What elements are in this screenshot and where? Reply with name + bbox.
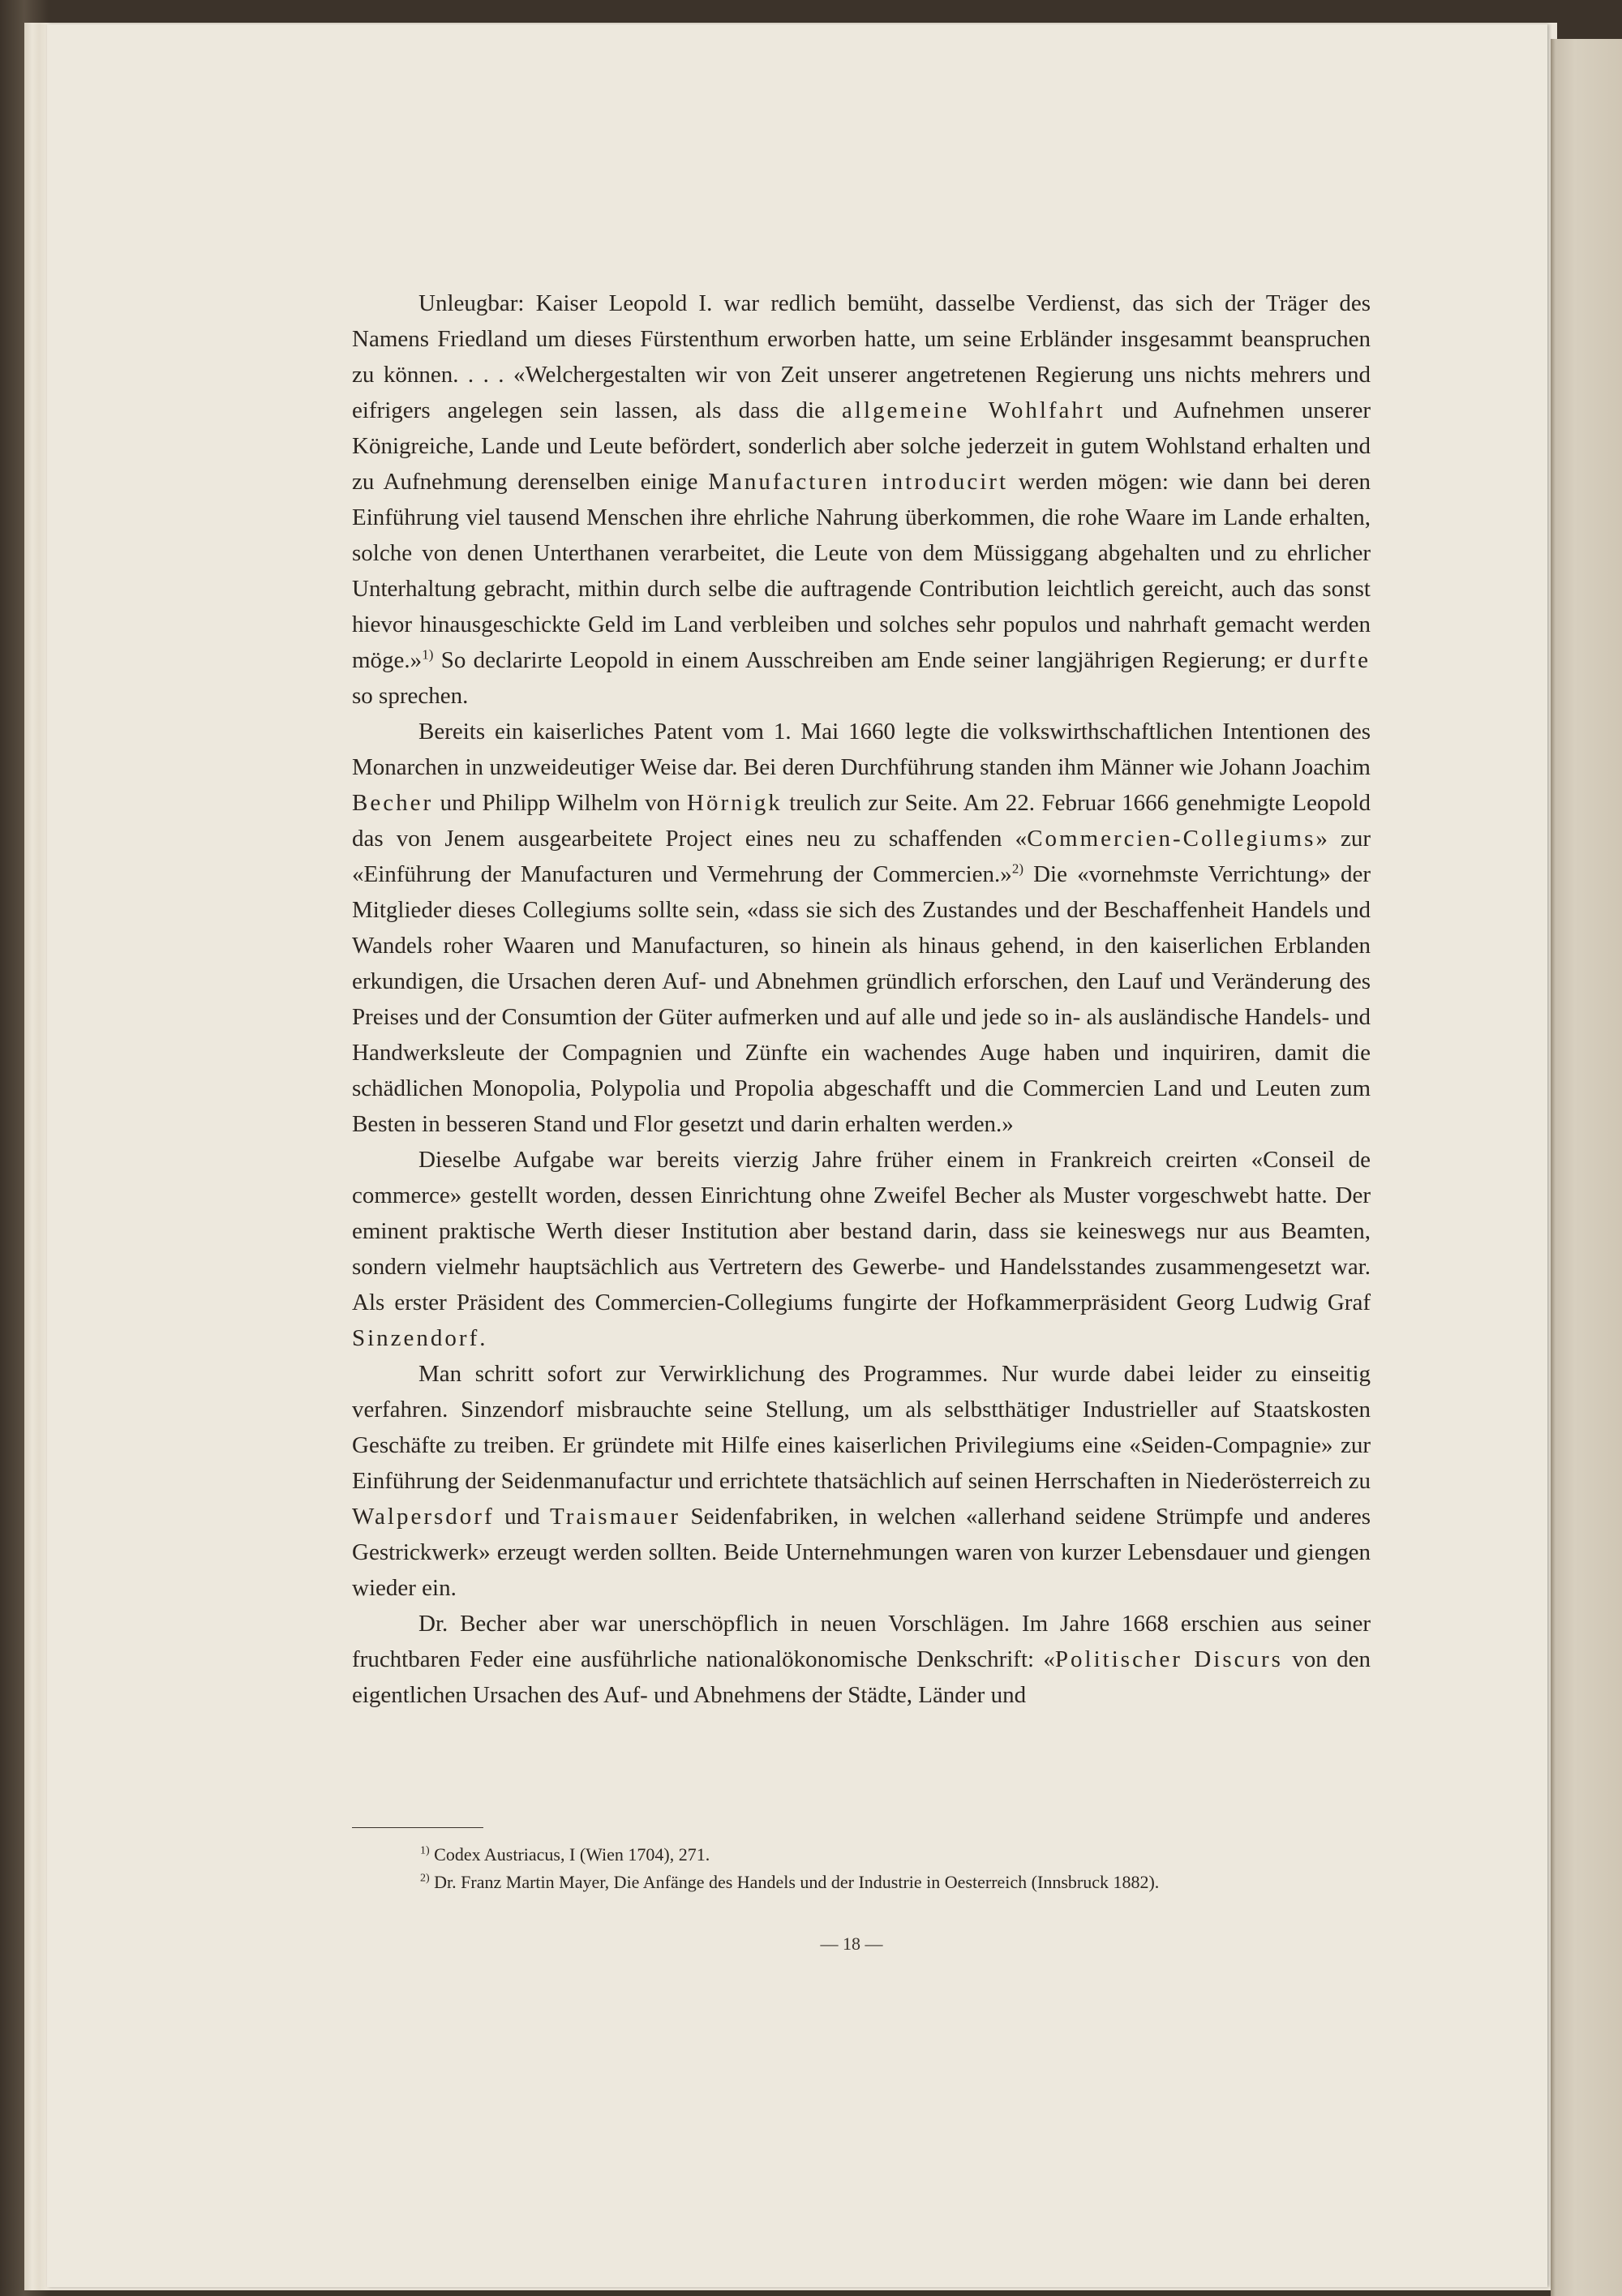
text-run: .	[479, 1325, 486, 1351]
text-run: werden mögen: wie dann bei deren Einführung viel tausend Menschen ihre ehrliche Nahrung überkommen, die rohe Waare im Lande erhalten, solche von denen Unterthanen verarbeitet, die Leute von dem Müssiggang abgehalten und zu ehrlicher Unterhaltung gebracht, mithin durch selbe die auftragende Contribution leichtlich gereicht, auch das sonst hievor hinausgeschickte Geld im Land verbleiben und solches sehr populos und nahrhaft gemacht werden möge.»	[352, 469, 1371, 673]
footnote-reference: 1)	[422, 646, 434, 663]
paragraph	[352, 714, 1371, 1142]
spaced-emphasis: allgemeine Wohlfahrt	[842, 397, 1105, 423]
next-page-edge	[1551, 39, 1622, 2296]
text-run: » zur «Einführung der Manufacturen und Vermehrung der Commercien.»	[352, 826, 1371, 887]
footnote-reference: 2)	[1011, 860, 1023, 877]
spaced-emphasis: durfte	[1299, 647, 1371, 673]
text-run: und Aufnehmen unserer Königreiche, Lande und Leute befördert, sonderlich aber solche jederzeit in gutem Wohlstand erhalten und zu Aufnehmung derenselben einige	[352, 397, 1371, 495]
spaced-emphasis: Hörnigk	[687, 790, 783, 816]
text-run: Dr. Becher aber war unerschöpflich in neuen Vorschlägen. Im Jahre 1668 erschien aus seiner fruchtbaren Feder eine ausführliche nationalökonomische Denkschrift: «	[352, 1611, 1371, 1672]
paragraph	[352, 1142, 1371, 1356]
text-run: von den eigentlichen Ursachen des Auf- und Abnehmens der Städte, Länder und	[352, 1646, 1371, 1708]
text-run: Unleugbar: Kaiser Leopold I. war redlich bemüht, dasselbe Verdienst, das sich der Träger des Namens Friedland um dieses Fürstenthum erworben hatte, um seine Erbländer insgesammt beanspruchen zu können. . . . «Welchergestalten wir von Zeit unserer angetretenen Regierung uns nichts mehrers und eifrigers angelegen sein lassen, als dass die	[352, 290, 1371, 423]
text-run: so sprechen.	[352, 683, 469, 709]
text-run: Man schritt sofort zur Verwirklichung des Programmes. Nur wurde dabei leider zu einseitig verfahren. Sinzendorf misbrauchte seine Stellung, um als selbstthätiger Industrieller auf Staatskosten Geschäfte zu treiben. Er gründete mit Hilfe eines kaiserlichen Privilegiums eine «Seiden-Compagnie» zur Einführung der Seidenmanufactur und errichtete thatsächlich auf seinen Herrschaften in Niederösterreich zu	[352, 1361, 1371, 1494]
text-run: Bereits ein kaiserliches Patent vom 1. Mai 1660 legte die volkswirthschaftlichen Intentionen des Monarchen in unzweideutiger Weise dar. Bei deren Durchführung standen ihm Männer wie Johann Joachim	[352, 719, 1371, 780]
text-run: und Philipp Wilhelm von	[433, 790, 688, 816]
footnote-text: Codex Austriacus, I (Wien 1704), 271.	[434, 1844, 710, 1865]
spaced-emphasis: Traismauer	[550, 1504, 681, 1530]
footnote-separator	[352, 1827, 483, 1828]
paragraph	[352, 1606, 1371, 1713]
text-run: Die «vornehmste Verrichtung» der Mitglieder dieses Collegiums sollte sein, «dass sie sich des Zustandes und der Beschaffenheit Handels und Wandels roher Waaren und Manufacturen, so hinein als hinaus gehend, in den kaiserlichen Erblanden erkundigen, die Ursachen deren Auf- und Abnehmen gründlich erforschen, den Lauf und Veränderung des Preises und der Consumtion der Güter aufmerken und auf alle und jede so in- als ausländische Handels- und Handwerksleute der Compagnien und Zünfte ein wachendes Auge haben und inquiriren, damit die schädlichen Monopolia, Polypolia und Propolia abgeschafft und die Commercien Land und Leuten zum Besten in besseren Stand und Flor gesetzt und darin erhalten werden.»	[352, 861, 1371, 1137]
spaced-emphasis: Manufacturen introducirt	[708, 469, 1009, 495]
footnote-mark: 2)	[420, 1872, 430, 1885]
footnotes	[420, 1841, 1371, 1896]
footnote-mark: 1)	[420, 1844, 430, 1857]
text-run: So declarirte Leopold in einem Ausschreiben am Ende seiner langjährigen Regierung; er	[433, 647, 1300, 673]
footnote-text: Dr. Franz Martin Mayer, Die Anfänge des Handels und der Industrie in Oesterreich (Innsbruck 1882).	[434, 1872, 1160, 1892]
text-run: Dieselbe Aufgabe war bereits vierzig Jahre früher einem in Frankreich creirten «Conseil de commerce» gestellt worden, dessen Einrichtung ohne Zweifel Becher als Muster vorgeschwebt hatte. Der eminent praktische Werth dieser Institution aber bestand darin, dass sie keineswegs nur aus Beamten, sondern vielmehr hauptsächlich aus Vertretern des Gewerbe- und Handelsstandes zusammengesetzt war. Als erster Präsident des Commercien-Collegiums fungirte der Hofkammerpräsident Georg Ludwig Graf	[352, 1147, 1371, 1315]
spaced-emphasis: Commercien-Collegiums	[1027, 826, 1316, 852]
paragraph	[352, 1356, 1371, 1606]
paragraph	[352, 285, 1371, 714]
footnote	[420, 1869, 1371, 1896]
text-run: Seidenfabriken, in welchen «allerhand seidene Strümpfe und anderes Gestrickwerk» erzeugt werden sollten. Beide Unternehmungen waren von kurzer Lebensdauer und giengen wieder ein.	[352, 1504, 1371, 1601]
text-run: treulich zur Seite. Am 22. Februar 1666 genehmigte Leopold das von Jenem ausgearbeitete Project eines neu zu schaffenden «	[352, 790, 1371, 852]
page-number: — 18 —	[820, 1933, 883, 1954]
text-run: und	[494, 1504, 551, 1530]
spaced-emphasis: Becher	[352, 790, 434, 816]
spaced-emphasis: Sinzendorf	[352, 1325, 480, 1351]
footnote	[420, 1841, 1371, 1869]
body-text	[352, 285, 1371, 1713]
spaced-emphasis: Politischer Discurs	[1054, 1646, 1283, 1672]
spaced-emphasis: Walpersdorf	[352, 1504, 495, 1530]
